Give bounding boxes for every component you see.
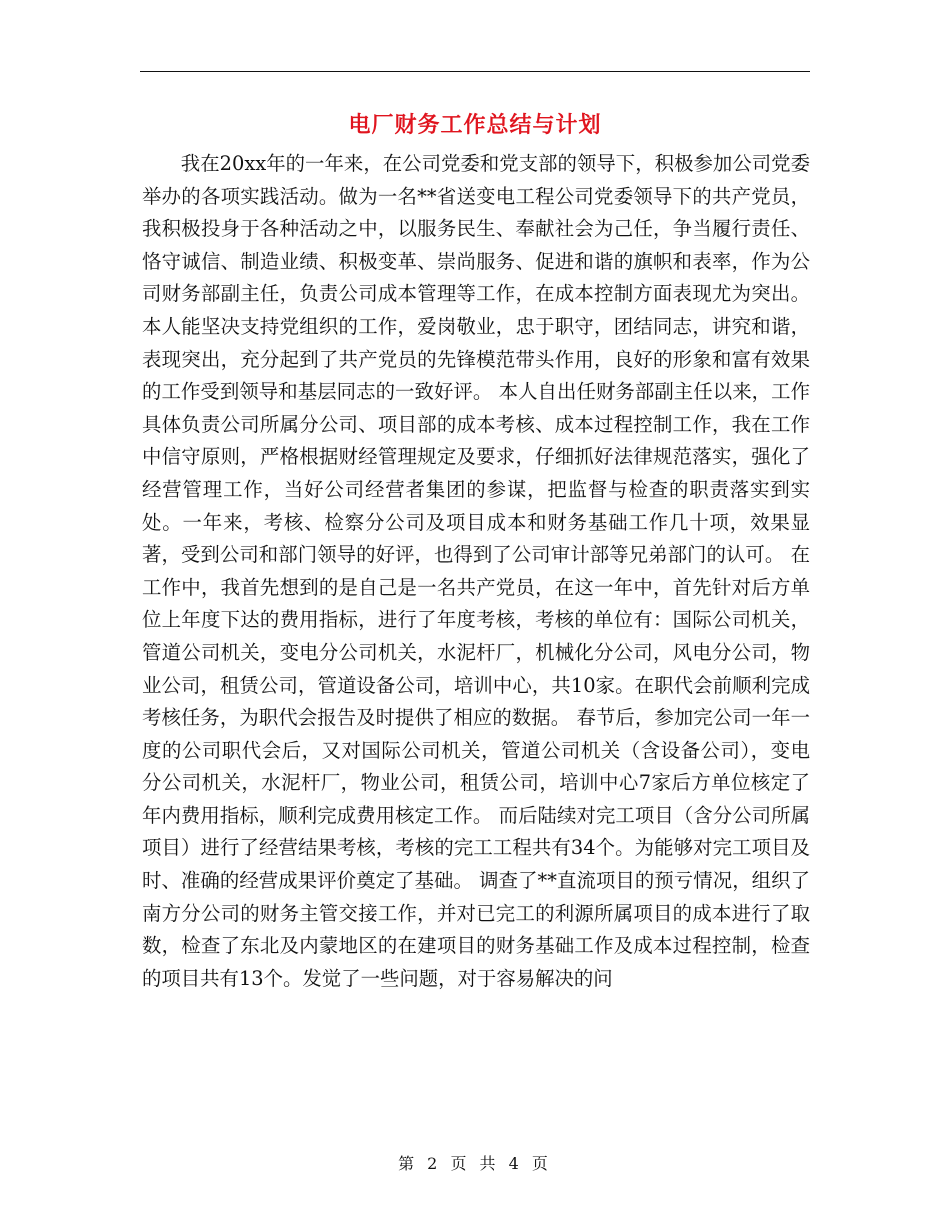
page-number-footer: 第 2 页 共 4 页	[398, 1154, 552, 1173]
header-rule	[140, 71, 810, 72]
document-body-paragraph: 我在20xx年的一年来，在公司党委和党支部的领导下，积极参加公司党委举办的各项实践活动。做为一名**省送变电工程公司党委领导下的共产党员，我积极投身于各种活动之中，以服务民生、奉献社会为己任，争当履行责任、恪守诚信、制造业绩、积极变革、崇尚服务、促进和谐的旗帜和表率，作为公司财务部副主任，负责公司成本管理等工作，在成本控制方面表现尤为突出。本人能坚决支持党组织的工作，爱岗敬业，忠于职守，团结同志，讲究和谐，表现突出，充分起到了共产党员的先锋模范带头作用，良好的形象和富有效果的工作受到领导和基层同志的一致好评。 本人自出任财务部副主任以来，工作具体负责公司所属分公司、项目部的成本考核、成本过程控制工作，我在工作中信守原则，严格根据财经管理规定及要求，仔细抓好法律规范落实，强化了经营管理工作，当好公司经营者集团的参谋，把监督与检查的职责落实到实处。一年来，考核、检察分公司及项目成本和财务基础工作几十项，效果显著，受到公司和部门领导的好评，也得到了公司审计部等兄弟部门的认可。 在工作中，我首先想到的是自己是一名共产党员，在这一年中，首先针对后方单位上年度下达的费用指标，进行了年度考核，考核的单位有：国际公司机关，管道公司机关，变电分公司机关，水泥杆厂，机械化分公司，风电分公司，物业公司，租赁公司，管道设备公司，培训中心，共10家。在职代会前顺利完成考核任务，为职代会报告及时提供了相应的数据。 春节后，参加完公司一年一度的公司职代会后，又对国际公司机关，管道公司机关（含设备公司），变电分公司机关，水泥杆厂，物业公司，租赁公司，培训中心7家后方单位核定了年内费用指标，顺利完成费用核定工作。 而后陆续对完工项目（含分公司所属项目）进行了经营结果考核，考核的完工工程共有34个。为能够对完工项目及时、准确的经营成果评价奠定了基础。 调查了**直流项目的预亏情况，组织了南方分公司的财务主管交接工作，并对已完工的利源所属项目的成本进行了取数，检查了东北及内蒙地区的在建项目的财务基础工作及成本过程控制，检查的项目共有13个。发觉了一些问题，对于容易解决的问	[142, 152, 810, 990]
document-title: 电厂财务工作总结与计划	[348, 113, 602, 138]
